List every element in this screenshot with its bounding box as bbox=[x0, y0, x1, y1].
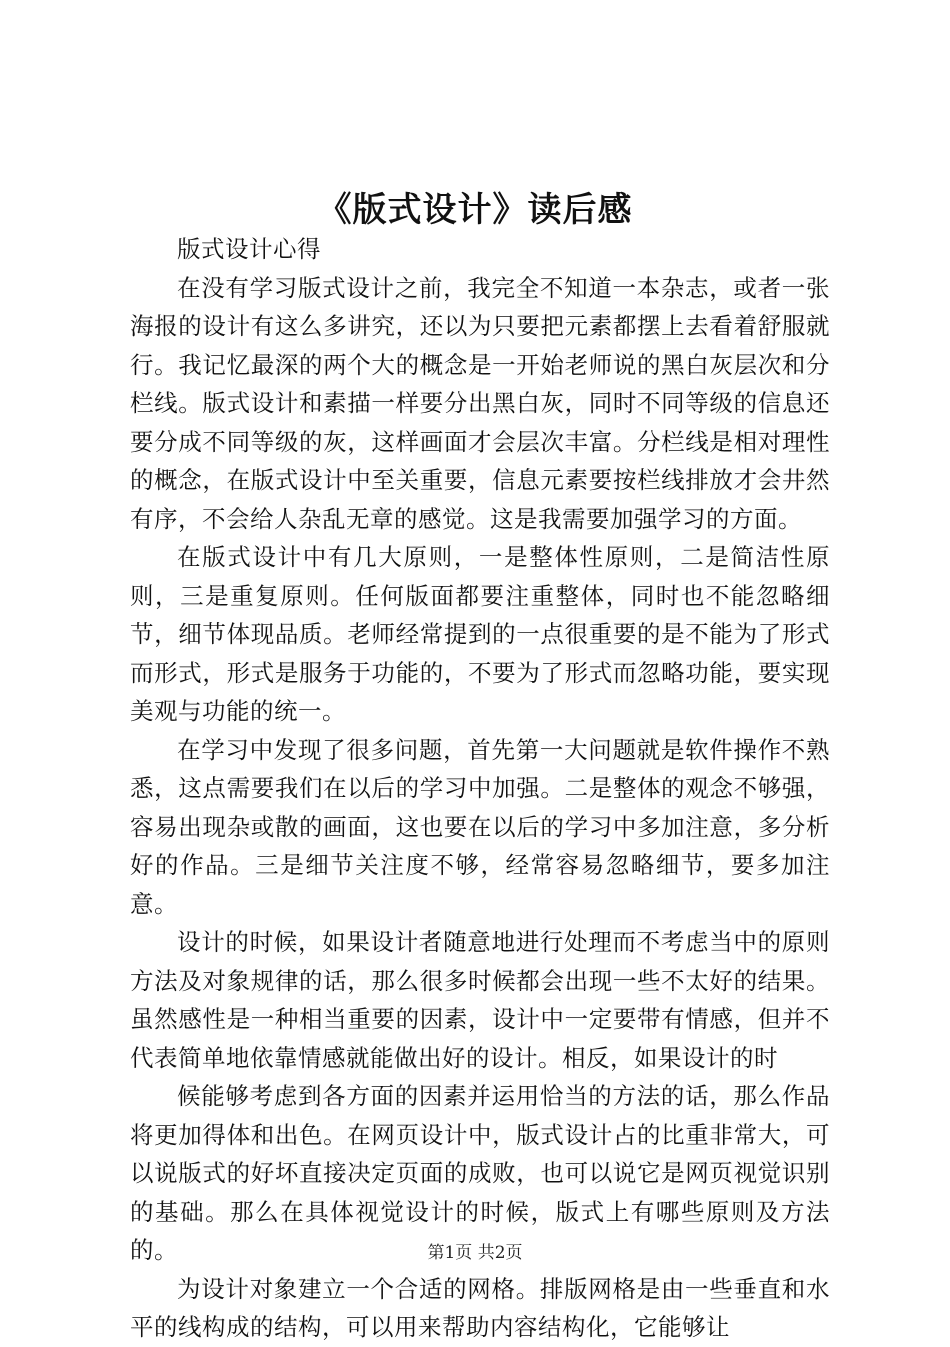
page-number-footer: 第1页 共2页 bbox=[427, 1243, 523, 1263]
document-title: 《版式设计》读后感 bbox=[317, 190, 633, 230]
paragraph: 在版式设计中有几大原则，一是整体性原则，二是简洁性原则，三是重复原则。任何版面都要注重整体，同时也不能忽略细节，细节体现品质。老师经常提到的一点很重要的是不能为了形式而形式，形式是服务于功能的，不要为了形式而忽略功能，要实现美观与功能的统一。 bbox=[130, 543, 830, 725]
paragraph: 设计的时候，如果设计者随意地进行处理而不考虑当中的原则方法及对象规律的话，那么很多时候都会出现一些不太好的结果。虽然感性是一种相当重要的因素，设计中一定要带有情感，但并不代表简单地依靠情感就能做出好的设计。相反，如果设计的时 bbox=[130, 928, 830, 1072]
paragraph: 为设计对象建立一个合适的网格。排版网格是由一些垂直和水平的线构成的结构，可以用来帮助内容结构化，它能够让 bbox=[130, 1274, 830, 1341]
paragraph-subtitle: 版式设计心得 bbox=[177, 235, 321, 263]
document-body bbox=[130, 230, 830, 1347]
paragraph: 在学习中发现了很多问题，首先第一大问题就是软件操作不熟悉，这点需要我们在以后的学习中加强。二是整体的观念不够强，容易出现杂或散的画面，这也要在以后的学习中多加注意，多分析好的作品。三是细节关注度不够，经常容易忽略细节，要多加注意。 bbox=[130, 735, 830, 918]
paragraph: 在没有学习版式设计之前，我完全不知道一本杂志，或者一张海报的设计有这么多讲究，还以为只要把元素都摆上去看着舒服就行。我记忆最深的两个大的概念是一开始老师说的黑白灰层次和分栏线。版式设计和素描一样要分出黑白灰，同时不同等级的信息还要分成不同等级的灰，这样画面才会层次丰富。分栏线是相对理性的概念，在版式设计中至关重要，信息元素要按栏线排放才会井然有序，不会给人杂乱无章的感觉。这是我需要加强学习的方面。 bbox=[130, 273, 830, 533]
paragraph: 候能够考虑到各方面的因素并运用恰当的方法的话，那么作品将更加得体和出色。在网页设计中，版式设计占的比重非常大，可以说版式的好坏直接决定页面的成败，也可以说它是网页视觉识别的基础。那么在具体视觉设计的时候，版式上有哪些原则及方法的。 bbox=[130, 1082, 830, 1264]
